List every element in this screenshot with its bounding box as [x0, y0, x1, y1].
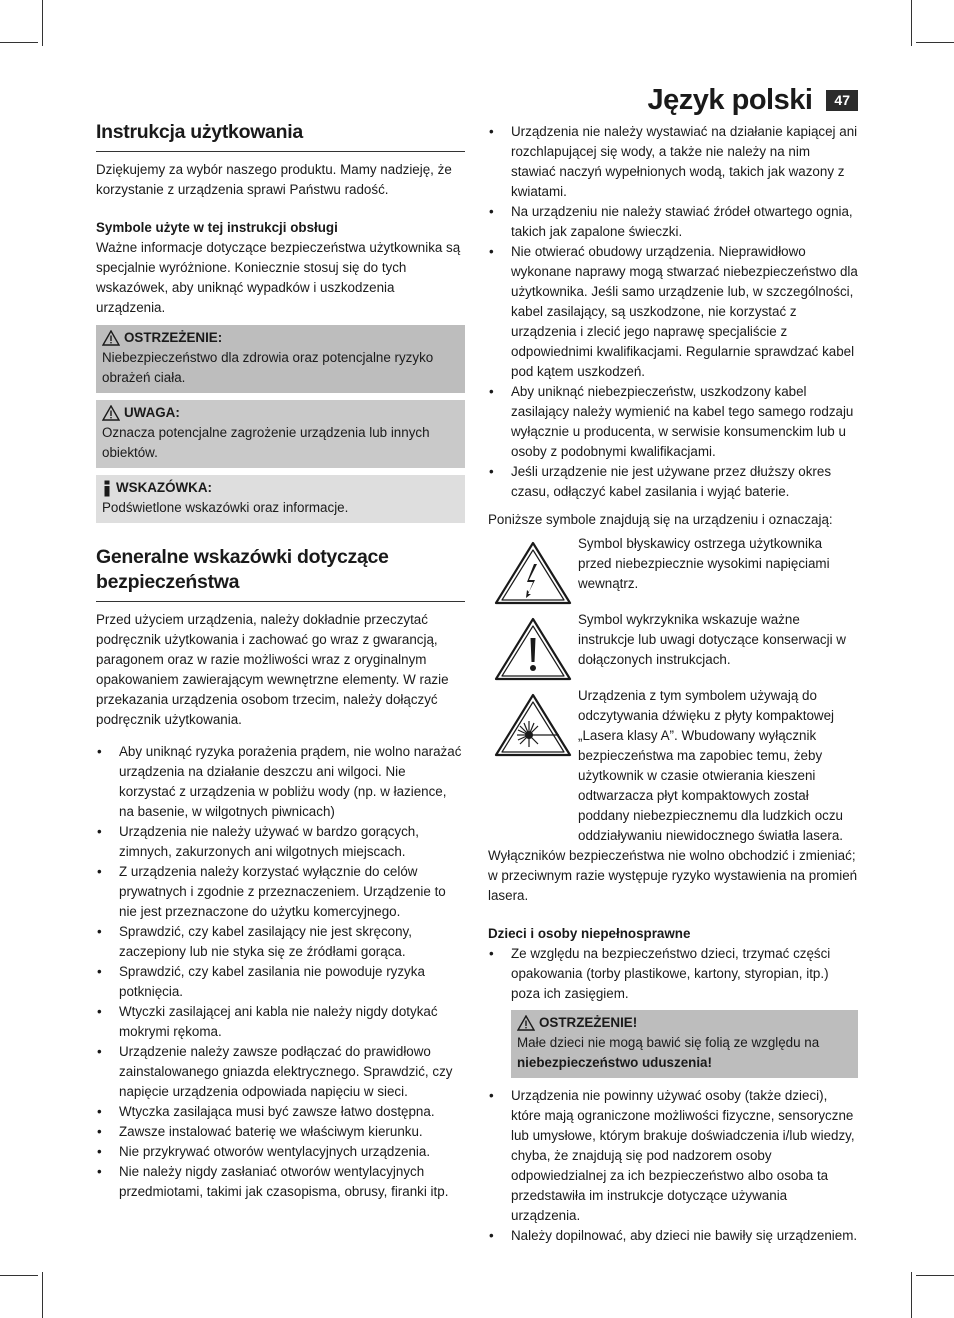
- interlock-paragraph: Wyłączników bezpieczeństwa nie wolno obchodzić i zmieniać; w przeciwnym razie występuje ryzyko wystawienia na promień lasera.: [488, 848, 858, 903]
- list-item: • Z urządzenia należy korzystać wyłącznie do celów prywatnych i zgodnie z przeznaczeniem. Urządzenie to nie jest przeznaczone do użytku komercyjnego.: [96, 862, 465, 922]
- list-item: • Wtyczka zasilająca musi być zawsze łatwo dostępna.: [96, 1102, 465, 1122]
- caution-box: [96, 400, 465, 468]
- lightning-description: Symbol błyskawicy ostrzega użytkownika przed niebezpiecznie wysokimi napięciami wewnątrz.: [578, 536, 830, 591]
- list-item: • Urządzenia nie należy wystawiać na działanie kapiącej ani rozchlapującej się wody, a także nie należy na nim stawiać naczyń wypełnionych wodą, takich jak wazony z kwiatami.: [488, 122, 858, 202]
- laser-description: Urządzenia z tym symbolem używają do odczytywania dźwięku z płyty kompaktowej „Lasera klasy A”. Wbudowany wyłącznik bezpieczeństwa ma zapobiec temu, żeby użytkownik w czasie otwierania kieszeni odtwarzacza płyt kompaktowych został poddany niebezpiecznemu dla ludzkich oczu oddziaływaniu niewidocznego światła lasera.: [578, 688, 844, 843]
- list-item: • Aby uniknąć niebezpieczeństw, uszkodzony kabel zasilający należy wymienić na kabel tego samego rodzaju wyłącznie u producenta, w serwisie konsumenckim lub u osoby z podobnymi kwalifikacjami.: [488, 382, 858, 462]
- list-item: • Ze względu na bezpieczeństwo dzieci, trzymać części opakowania (torby plastikowe, kartony, styropian, itp.) poza ich zasięgiem.: [488, 944, 858, 1004]
- note-text: Podświetlone wskazówki oraz informacje.: [102, 500, 349, 515]
- crop-mark: [916, 1275, 954, 1276]
- page-header: [648, 84, 858, 117]
- list-item: • Nie otwierać obudowy urządzenia. Nieprawidłowo wykonane naprawy mogą stwarzać niebezpieczeństwo dla użytkownika. Jeśli samo urządzenie lub, w szczególności, kabel zasilający, są uszkodzone, nie korzystać z urządzenia i zlecić jego naprawę specjaliście z odpowiednimi kwalifikacjami. Regularnie sprawdzać kabel pod kątem uszkodzeń.: [488, 242, 858, 382]
- section-title-instructions: Instrukcja użytkowania: [96, 120, 465, 152]
- crop-mark: [0, 1275, 38, 1276]
- list-item: • Nie przykrywać otworów wentylacyjnych urządzenia.: [96, 1142, 465, 1162]
- page-number: 47: [826, 90, 858, 111]
- list-item: • Urządzenie należy zawsze podłączać do prawidłowo zainstalowanego gniazda elektrycznego. Sprawdzić, czy napięcie urządzenia odpowiada napięciu w sieci.: [96, 1042, 465, 1102]
- caution-text: Oznacza potencjalne zagrożenie urządzenia lub innych obiektów.: [102, 425, 430, 460]
- laser-triangle-icon: [488, 686, 578, 758]
- caution-triangle-icon: [102, 405, 120, 421]
- crop-mark: [0, 42, 38, 43]
- list-item: • Nie należy nigdy zasłaniać otworów wentylacyjnych przedmiotami, takimi jak czasopisma, obrusy, firanki itp.: [96, 1162, 465, 1202]
- left-column: [96, 120, 465, 1202]
- list-item: • Wtyczki zasilającej ani kabla nie należy nigdy dotykać mokrymi rękoma.: [96, 1002, 465, 1042]
- children-list-continued: [488, 1086, 858, 1246]
- intro-paragraph: Dziękujemy za wybór naszego produktu. Mamy nadzieję, że korzystanie z urządzenia sprawi Państwu radość.: [96, 162, 452, 197]
- warning-triangle-icon: [517, 1015, 535, 1031]
- list-item: • Na urządzeniu nie należy stawiać źródeł otwartego ognia, takich jak zapalone świeczki.: [488, 202, 858, 242]
- symbol-row-laser: [488, 686, 858, 846]
- list-item: • Należy dopilnować, aby dzieci nie bawiły się urządzeniem.: [488, 1226, 858, 1246]
- crop-mark: [911, 0, 912, 46]
- device-symbols-intro: Poniższe symbole znajdują się na urządzeniu i oznaczają:: [488, 512, 833, 527]
- symbols-paragraph: Ważne informacje dotyczące bezpieczeństwa użytkownika są specjalnie wyróżnione. Koniecznie stosuj się do tych wskazówek, aby uniknąć wypadków i uszkodzenia urządzenia.: [96, 240, 461, 315]
- page-title: Język polski: [647, 84, 813, 116]
- symbol-row-exclamation: [488, 610, 858, 682]
- warning-box: [96, 325, 465, 393]
- exclamation-triangle-icon: [488, 610, 578, 682]
- section-title-safety: Generalne wskazówki dotyczące bezpieczeństwa: [96, 545, 465, 602]
- symbol-row-lightning: [488, 534, 858, 606]
- exclamation-description: Symbol wykrzyknika wskazuje ważne instrukcje lub uwagi dotyczące konserwacji w dołączonych instrukcjach.: [578, 612, 846, 667]
- children-heading: Dzieci i osoby niepełnosprawne: [488, 926, 691, 941]
- warning-text: Małe dzieci nie mogą bawić się folią ze względu na niebezpieczeństwo uduszenia!: [517, 1035, 820, 1070]
- warning-title: OSTRZEŻENIE:: [124, 330, 223, 345]
- info-icon: [102, 480, 112, 497]
- list-item: • Urządzenia nie należy używać w bardzo gorących, zimnych, zakurzonych ani wilgotnych miejscach.: [96, 822, 465, 862]
- safety-intro-paragraph: Przed użyciem urządzenia, należy dokładnie przeczytać podręcznik użytkowania i zachować go wraz z gwarancją, paragonem oraz w razie możliwości wraz z oryginalnym opakowaniem zawierającym wewnętrzne elementy. W razie przekazania urządzenia osobom trzecim, należy dołączyć podręcznik użytkowania.: [96, 612, 449, 727]
- list-item: • Sprawdzić, czy kabel zasilający nie jest skręcony, zaczepiony lub nie styka się ze źródłami gorąca.: [96, 922, 465, 962]
- right-column: [488, 122, 858, 1246]
- list-item: • Sprawdzić, czy kabel zasilania nie powoduje ryzyka potknięcia.: [96, 962, 465, 1002]
- list-item: • Aby uniknąć ryzyka porażenia prądem, nie wolno narażać urządzenia na działanie deszczu ani wilgoci. Nie korzystać z urządzenia w pobliżu wody (np. w łazience, na basenie, w wilgotnych piwnicach): [96, 742, 465, 822]
- children-list: [488, 944, 858, 1004]
- list-item: • Jeśli urządzenie nie jest używane przez dłuższy okres czasu, odłączyć kabel zasilania i wyjąć baterie.: [488, 462, 858, 502]
- warning-box-children: [511, 1010, 858, 1078]
- symbols-heading: Symbole użyte w tej instrukcji obsługi: [96, 220, 338, 235]
- list-item: • Zawsze instalować baterię we właściwym kierunku.: [96, 1122, 465, 1142]
- list-item: • Urządzenia nie powinny używać osoby (także dzieci), które mają ograniczone możliwości fizyczne, sensoryczne lub umysłowe, którym brakuje doświadczenia i/lub wiedzy, chyba, że znajdują się pod nadzorem osoby odpowiedzialnej za ich bezpieczeństwo albo osoba ta przedstawiła im instrukcje dotyczące używania urządzenia.: [488, 1086, 858, 1226]
- crop-mark: [916, 42, 954, 43]
- safety-list: [96, 742, 465, 1202]
- caution-title: UWAGA:: [124, 405, 180, 420]
- crop-mark: [42, 0, 43, 46]
- warning-title: OSTRZEŻENIE!: [539, 1015, 638, 1030]
- warning-triangle-icon: [102, 330, 120, 346]
- warning-text: Niebezpieczeństwo dla zdrowia oraz potencjalne ryzyko obrażeń ciała.: [102, 350, 434, 385]
- note-title: WSKAZÓWKA:: [116, 480, 212, 495]
- lightning-triangle-icon: [488, 534, 578, 606]
- crop-mark: [42, 1272, 43, 1318]
- note-box: [96, 475, 465, 523]
- crop-mark: [911, 1272, 912, 1318]
- safety-list-continued: [488, 122, 858, 502]
